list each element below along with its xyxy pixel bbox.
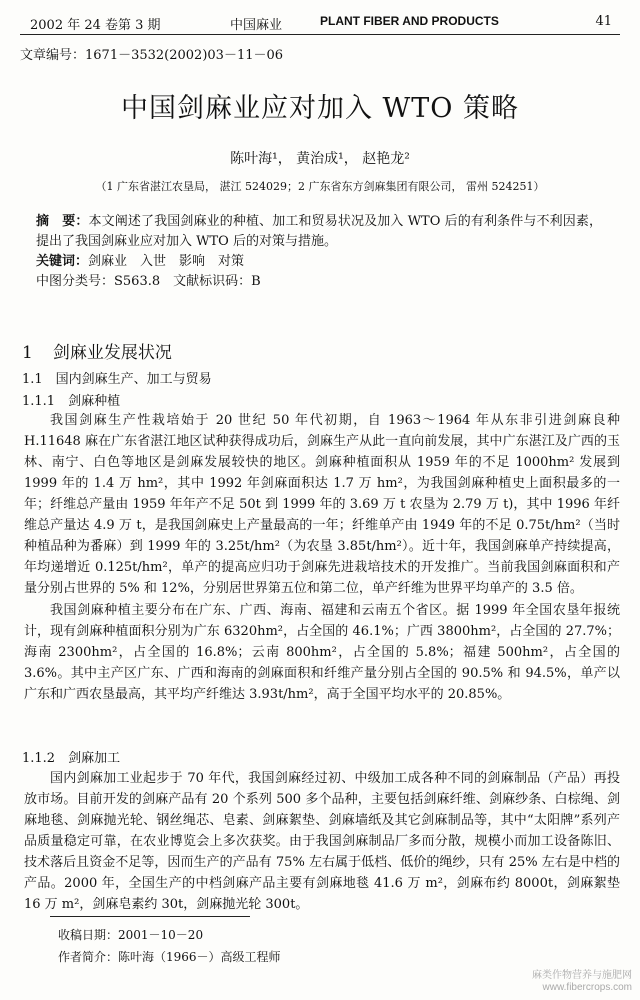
watermark-line-2: www.fibercrops.com <box>542 982 632 993</box>
footnote-divider <box>50 916 250 917</box>
issue-info: 2002 年 24 卷第 3 期 <box>30 18 161 33</box>
site-watermark <box>532 970 632 994</box>
abstract-text: 本文阐述了我国剑麻业的种植、加工和贸易状况及加入 WTO 后的有利条件与不利因素，提出了我国剑麻业应对加入 WTO 后的对策与措施。 <box>36 214 602 249</box>
keywords-text: 剑麻业 入世 影响 对策 <box>88 254 245 269</box>
paper-title: 中国剑麻业应对加入 WTO 策略 <box>120 93 520 124</box>
journal-name-en: PLANT FIBER AND PRODUCTS <box>320 14 499 28</box>
paragraph-text: 我国剑麻生产性栽培始于 20 世纪 50 年代初期，自 1963～1964 年从东非引进剑麻良种 H.11648 麻在广东省湛江地区试种获得成功后，剑麻生产从此一直向前发展，其中广东湛江及广西的玉林、南宁、白色等地区是剑麻发展较快的地区。剑麻种植面积从 1959 年的不足 1000hm² 发展到 1999 年的 1.4 万 hm²，其中 1992 年剑麻面积达 1.7 万 hm²，为我国剑麻种植史上面积最多的一年；纤维总产量由 1959 年年产不足 50t 到 1999 年的 3.69 万 t 农垦为 2.79 万 t)，其中 1996 年纤维总产量达 4.9 万 t，是我国剑麻史上产量最高的一年；纤维单产由 1949 年的不足 0.75t/hm²（当时种植品种为番麻）到 1999 年的 3.25t/hm²（为农垦 3.85t/hm²）。近十年，我国剑麻单产持续提高，年均递增近 0.125t/hm²，单产的提高应归功于剑麻先进栽培技术的开发推广。当前我国剑麻面积和产量分别占世界的 5% 和 12%，分别居世界第五位和第二位，单产纤维为世界平均单产的 3.5 倍。 <box>24 413 620 596</box>
abstract-block <box>36 212 602 292</box>
abstract-paragraph <box>36 212 602 252</box>
section-title: 剑麻业发展状况 <box>52 343 172 363</box>
keywords-label: 关键词： <box>36 254 89 269</box>
running-header <box>20 8 620 35</box>
body-paragraph-1 <box>24 410 620 599</box>
section-heading-1 <box>22 338 172 363</box>
received-date: 收稿日期：2001－10－20 <box>58 928 204 942</box>
author-list: 陈叶海¹， 黄治成¹， 赵艳龙² <box>230 151 410 167</box>
subsubsection-heading-1-1-2: 1.1.2 剑麻加工 <box>22 751 121 766</box>
body-paragraph-3 <box>24 768 620 915</box>
classification-line: 中图分类号：S563.8 文献标识码：B <box>36 274 261 289</box>
keywords-line <box>36 252 602 272</box>
subsubsection-heading-1-1-1: 1.1.1 剑麻种植 <box>22 394 121 409</box>
author-affiliation: （1 广东省湛江农垦局， 湛江 524029；2 广东省东方剑麻集团有限公司， 雷州 524251） <box>95 180 545 193</box>
abstract-label: 摘 要： <box>36 214 89 229</box>
watermark-line-1: 麻类作物营养与施肥网 <box>532 970 632 981</box>
author-bio: 作者简介：陈叶海（1966－）高级工程师 <box>58 950 281 964</box>
article-number: 文章编号：1671－3532(2002)03－11－06 <box>20 48 284 63</box>
journal-name-cn: 中国麻业 <box>230 18 283 33</box>
section-number: 1 <box>22 343 33 363</box>
footnote-block <box>58 924 281 968</box>
subsection-heading-1-1: 1.1 国内剑麻生产、加工与贸易 <box>22 372 212 387</box>
paragraph-text: 国内剑麻加工业起步于 70 年代，我国剑麻经过初、中级加工成各种不同的剑麻制品（产品）再投放市场。目前开发的剑麻产品有 20 个系列 500 多个品种，主要包括剑麻纤维、剑麻纱条、白棕绳、剑麻地毯、剑麻抛光轮、钢丝绳芯、皂素、剑麻絮垫、剑麻墙纸及其它剑麻制品等，其中“太阳牌”系列产品质量稳定可靠，在农业博览会上多次获奖。由于我国剑麻制品厂多而分散，规模小而加工设备陈旧、技术落后且资金不足等，因而生产的产品有 75% 左右属于低档、低价的绳纱，只有 25% 左右是中档的产品。2000 年，全国生产的中档剑麻产品主要有剑麻地毯 41.6 万 m²，剑麻布约 8000t，剑麻絮垫 16 万 m²，剑麻皂素约 30t，剑麻抛光轮 300t。 <box>24 771 620 912</box>
page-number: 41 <box>595 14 612 29</box>
body-paragraph-2 <box>24 600 620 705</box>
paragraph-text: 我国剑麻种植主要分布在广东、广西、海南、福建和云南五个省区。据 1999 年全国农垦年报统计，现有剑麻种植面积分别为广东 6320hm²，占全国的 46.1%；广西 3800hm²，占全国的 27.7%；海南 2300hm²，占全国的 16.8%；云南 800hm²，占全国的 5.8%；福建 500hm²，占全国的 3.6%。其中主产区广东、广西和海南的剑麻面积和纤维产量分别占全国的 90.5% 和 94.5%，单产以广东和广西农垦最高，其平均产纤维达 3.93t/hm²，高于全国平均水平的 20.85%。 <box>24 603 620 702</box>
